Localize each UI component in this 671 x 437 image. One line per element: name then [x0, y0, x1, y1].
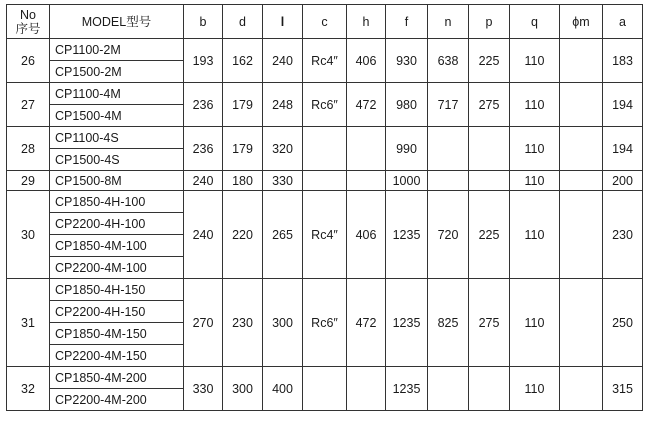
- cell-phi-m: [560, 39, 603, 83]
- cell-p: 275: [469, 83, 510, 127]
- cell-model: CP1500-4S: [50, 149, 184, 171]
- cell-model: CP1850-4H-150: [50, 279, 184, 301]
- cell-d: 180: [223, 171, 263, 191]
- cell-p: 225: [469, 191, 510, 279]
- header-a: a: [603, 5, 643, 39]
- cell-b: 193: [184, 39, 223, 83]
- header-no: [7, 5, 50, 39]
- table-row: [7, 367, 643, 389]
- cell-d: 179: [223, 127, 263, 171]
- cell-p: [469, 367, 510, 411]
- cell-a: 183: [603, 39, 643, 83]
- cell-phi-m: [560, 171, 603, 191]
- cell-q: 110: [510, 367, 560, 411]
- cell-c: [303, 367, 347, 411]
- header-c: c: [303, 5, 347, 39]
- cell-phi-m: [560, 367, 603, 411]
- cell-n: [428, 127, 469, 171]
- header-l: l: [263, 5, 303, 39]
- cell-d: 220: [223, 191, 263, 279]
- cell-h: [347, 127, 386, 171]
- cell-h: 472: [347, 279, 386, 367]
- cell-model: CP2200-4M-150: [50, 345, 184, 367]
- header-h: h: [347, 5, 386, 39]
- cell-f: 990: [386, 127, 428, 171]
- header-no-line1: No: [20, 7, 36, 22]
- cell-model: CP1100-2M: [50, 39, 184, 61]
- header-b: b: [184, 5, 223, 39]
- cell-a: 315: [603, 367, 643, 411]
- cell-a: 230: [603, 191, 643, 279]
- cell-phi-m: [560, 279, 603, 367]
- cell-a: 200: [603, 171, 643, 191]
- cell-f: 1235: [386, 191, 428, 279]
- cell-l: 330: [263, 171, 303, 191]
- header-f: f: [386, 5, 428, 39]
- cell-c: Rc6″: [303, 279, 347, 367]
- cell-n: 717: [428, 83, 469, 127]
- cell-b: 270: [184, 279, 223, 367]
- cell-model: CP1850-4M-200: [50, 367, 184, 389]
- cell-l: 400: [263, 367, 303, 411]
- cell-h: [347, 367, 386, 411]
- cell-phi-m: [560, 127, 603, 171]
- cell-h: 406: [347, 191, 386, 279]
- cell-p: [469, 171, 510, 191]
- cell-n: [428, 171, 469, 191]
- cell-n: 720: [428, 191, 469, 279]
- table-row: [7, 279, 643, 301]
- cell-a: 194: [603, 127, 643, 171]
- cell-n: [428, 367, 469, 411]
- cell-no: 32: [7, 367, 50, 411]
- cell-b: 236: [184, 83, 223, 127]
- cell-model: CP2200-4M-200: [50, 389, 184, 411]
- cell-b: 240: [184, 171, 223, 191]
- cell-model: CP1850-4M-150: [50, 323, 184, 345]
- cell-no: 31: [7, 279, 50, 367]
- table-row: [7, 83, 643, 105]
- cell-q: 110: [510, 171, 560, 191]
- cell-no: 30: [7, 191, 50, 279]
- cell-model: CP1100-4M: [50, 83, 184, 105]
- cell-model: CP2200-4M-100: [50, 257, 184, 279]
- cell-a: 194: [603, 83, 643, 127]
- cell-f: 1235: [386, 279, 428, 367]
- header-phi-m: ϕm: [560, 5, 603, 39]
- cell-q: 110: [510, 127, 560, 171]
- table-row: [7, 191, 643, 213]
- cell-no: 28: [7, 127, 50, 171]
- cell-model: CP1500-4M: [50, 105, 184, 127]
- cell-p: 225: [469, 39, 510, 83]
- cell-model: CP2200-4H-150: [50, 301, 184, 323]
- cell-q: 110: [510, 279, 560, 367]
- cell-no: 29: [7, 171, 50, 191]
- cell-phi-m: [560, 83, 603, 127]
- cell-c: Rc6″: [303, 83, 347, 127]
- cell-d: 300: [223, 367, 263, 411]
- cell-n: 638: [428, 39, 469, 83]
- cell-h: 472: [347, 83, 386, 127]
- header-n: n: [428, 5, 469, 39]
- table-row: [7, 127, 643, 149]
- cell-l: 248: [263, 83, 303, 127]
- header-no-line2: 序号: [15, 21, 41, 36]
- cell-q: 110: [510, 191, 560, 279]
- header-d: d: [223, 5, 263, 39]
- cell-c: Rc4″: [303, 191, 347, 279]
- table-body: [7, 5, 643, 411]
- cell-l: 265: [263, 191, 303, 279]
- cell-model: CP2200-4H-100: [50, 213, 184, 235]
- cell-b: 240: [184, 191, 223, 279]
- cell-no: 27: [7, 83, 50, 127]
- cell-l: 240: [263, 39, 303, 83]
- header-p: p: [469, 5, 510, 39]
- cell-f: 930: [386, 39, 428, 83]
- header-model: MODEL型号: [50, 5, 184, 39]
- cell-q: 110: [510, 83, 560, 127]
- cell-c: [303, 127, 347, 171]
- spec-table: [6, 4, 643, 411]
- cell-l: 300: [263, 279, 303, 367]
- cell-b: 330: [184, 367, 223, 411]
- cell-no: 26: [7, 39, 50, 83]
- cell-p: 275: [469, 279, 510, 367]
- cell-model: CP1500-2M: [50, 61, 184, 83]
- table-row: [7, 171, 643, 191]
- cell-l: 320: [263, 127, 303, 171]
- cell-d: 230: [223, 279, 263, 367]
- cell-d: 179: [223, 83, 263, 127]
- cell-c: Rc4″: [303, 39, 347, 83]
- cell-q: 110: [510, 39, 560, 83]
- cell-phi-m: [560, 191, 603, 279]
- cell-h: 406: [347, 39, 386, 83]
- cell-model: CP1100-4S: [50, 127, 184, 149]
- cell-f: 980: [386, 83, 428, 127]
- table-row: [7, 39, 643, 61]
- cell-a: 250: [603, 279, 643, 367]
- cell-h: [347, 171, 386, 191]
- cell-model: CP1500-8M: [50, 171, 184, 191]
- header-row: [7, 5, 643, 39]
- cell-n: 825: [428, 279, 469, 367]
- cell-f: 1000: [386, 171, 428, 191]
- cell-b: 236: [184, 127, 223, 171]
- cell-model: CP1850-4H-100: [50, 191, 184, 213]
- cell-c: [303, 171, 347, 191]
- cell-d: 162: [223, 39, 263, 83]
- cell-f: 1235: [386, 367, 428, 411]
- cell-p: [469, 127, 510, 171]
- header-q: q: [510, 5, 560, 39]
- spec-table-container: [6, 4, 643, 411]
- cell-model: CP1850-4M-100: [50, 235, 184, 257]
